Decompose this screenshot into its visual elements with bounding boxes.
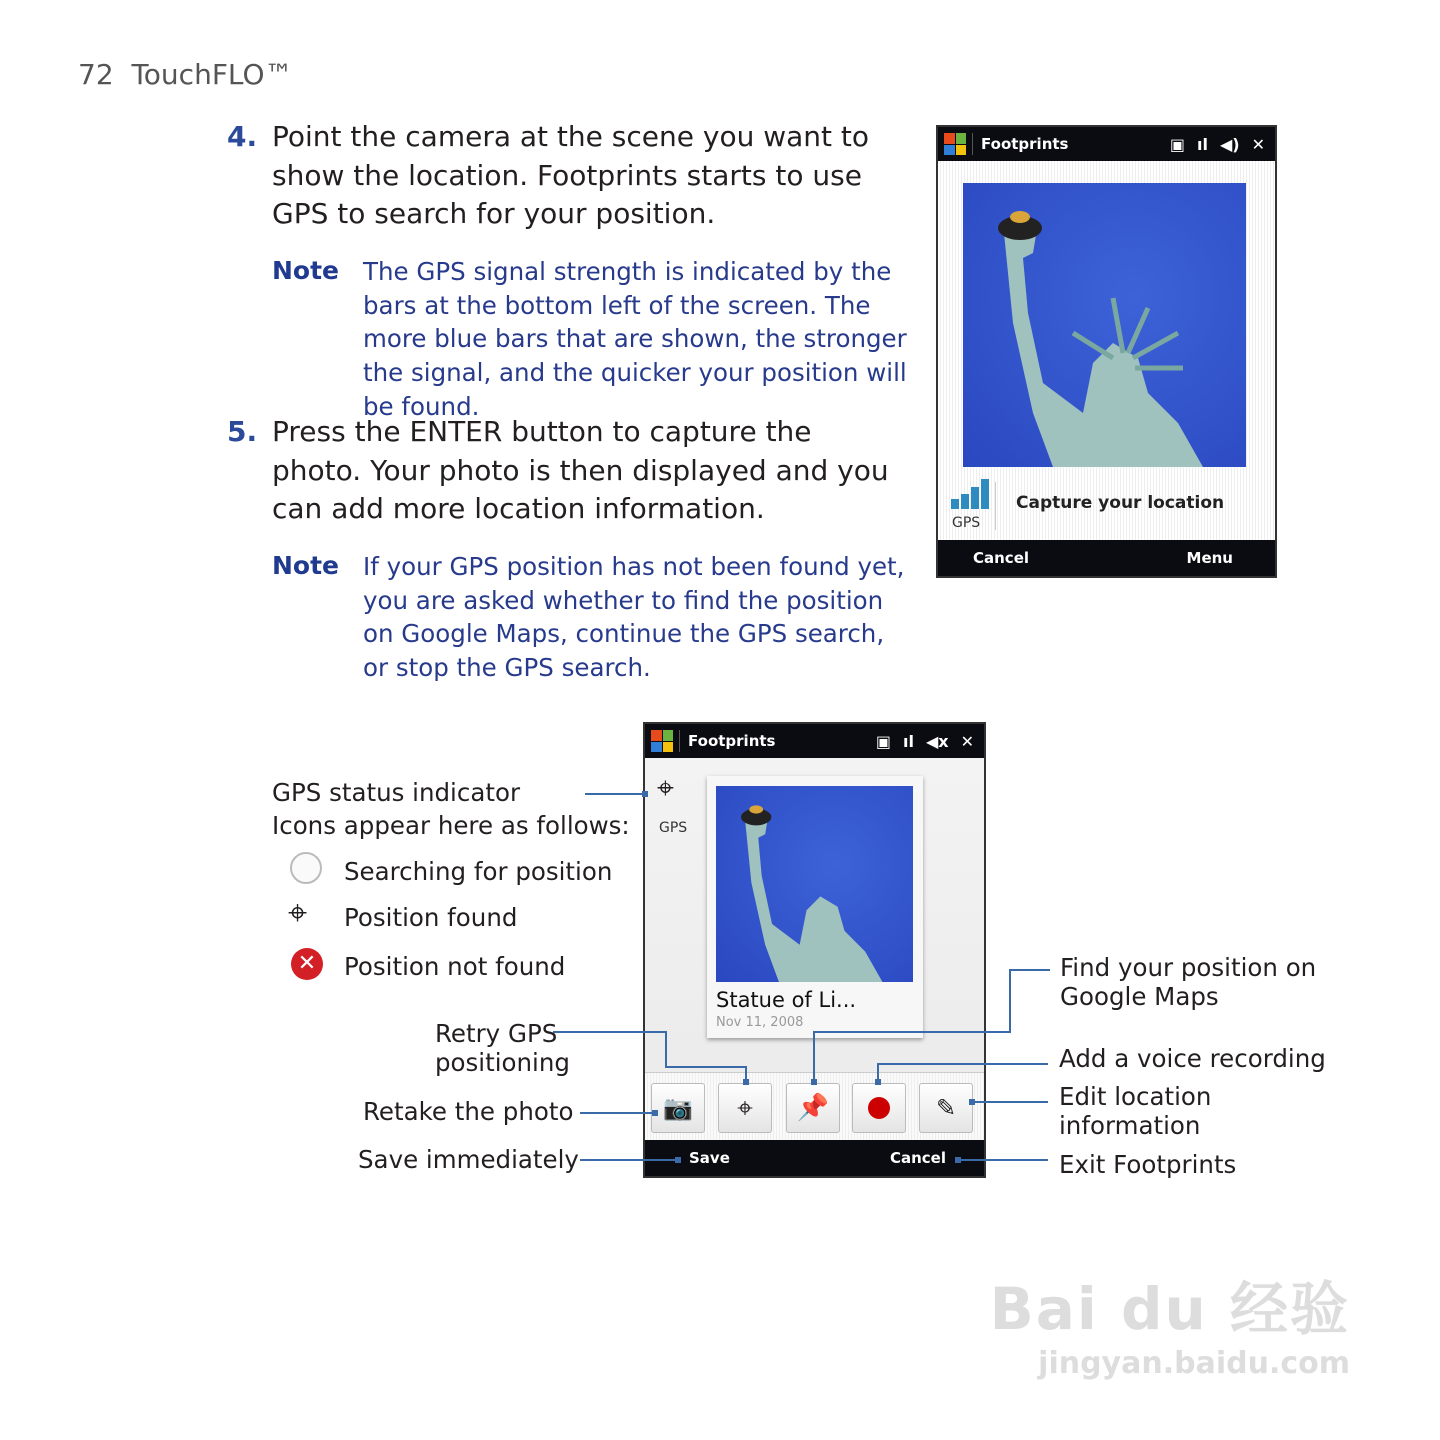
page-number: 72 (78, 58, 114, 91)
connectivity-icon: ▣ (875, 731, 891, 751)
note-text: If your GPS position has not been found yet, you are asked whether to find the position on Google Maps, continue the GPS search, or stop the GPS search. (363, 552, 905, 683)
step-number: 4. (227, 120, 258, 153)
position-found-icon: ⌖ (288, 893, 308, 933)
close-icon[interactable]: ✕ (1251, 134, 1265, 154)
close-icon[interactable]: ✕ (960, 731, 974, 751)
cancel-softkey[interactable]: Cancel (973, 549, 1030, 567)
legend-searching: Searching for position (344, 857, 613, 886)
watermark-url: jingyan.baidu.com (1038, 1346, 1350, 1381)
connectivity-icon: ▣ (1169, 134, 1185, 154)
speaker-icon: ◀) (1219, 134, 1240, 154)
gps-position-found-icon: ⌖ (657, 771, 674, 806)
pushpin-icon: 📌 (796, 1093, 830, 1123)
note-text: The GPS signal strength is indicated by the bars at the bottom left of the screen. The more blue bars that are shown, the stronger the signal, and the quicker your position will be found. (363, 257, 907, 421)
app-title: Footprints (981, 135, 1069, 153)
signal-icon: ıl (1197, 134, 1208, 154)
cancel-softkey[interactable]: Cancel (889, 1149, 946, 1167)
legend-not-found: Position not found (344, 952, 566, 981)
watermark-brand: Bai du 经验 (989, 1275, 1350, 1343)
exit-label: Exit Footprints (1059, 1150, 1237, 1179)
status-text: Capture your location (1016, 493, 1225, 513)
photo-title: Statue of Li... (716, 988, 857, 1012)
retry-gps-label: Retry GPS positioning (435, 1019, 570, 1077)
edit-location-label: Edit location information (1059, 1082, 1212, 1140)
note-label: Note (272, 256, 340, 285)
voice-recording-label: Add a voice recording (1059, 1044, 1326, 1073)
mute-icon: ◀x (925, 731, 949, 751)
step-text: Point the camera at the scene you want to show the location. Footprints starts to use GPS to search for your position. (272, 120, 870, 230)
camera-retake-icon: 📷 (663, 1094, 693, 1122)
edit-note-icon: ✎ (935, 1094, 957, 1122)
step-number: 5. (227, 415, 258, 448)
retake-photo-label: Retake the photo (363, 1097, 574, 1126)
signal-icon: ıl (903, 731, 914, 751)
save-softkey[interactable]: Save (689, 1149, 730, 1167)
menu-softkey[interactable]: Menu (1186, 549, 1233, 567)
photo-date: Nov 11, 2008 (716, 1015, 804, 1030)
save-label: Save immediately (358, 1145, 579, 1174)
baidu-watermark (990, 1262, 1350, 1381)
gps-status-sublabel: Icons appear here as follows: (272, 811, 630, 840)
step-text: Press the ENTER button to capture the photo. Your photo is then displayed and you can add more location information. (272, 415, 889, 525)
find-position-label: Find your position on Google Maps (1060, 953, 1317, 1011)
gps-status-label: GPS status indicator (272, 778, 521, 807)
gps-label: GPS (952, 515, 981, 531)
position-not-found-icon: ✕ (291, 948, 323, 980)
gps-refresh-icon: ⌖ (737, 1091, 753, 1124)
section-title: TouchFLO™ (131, 58, 293, 91)
gps-label: GPS (659, 820, 688, 836)
searching-icon (290, 852, 322, 884)
note-label: Note (272, 551, 340, 580)
legend-found: Position found (344, 903, 518, 932)
app-title: Footprints (688, 732, 776, 750)
